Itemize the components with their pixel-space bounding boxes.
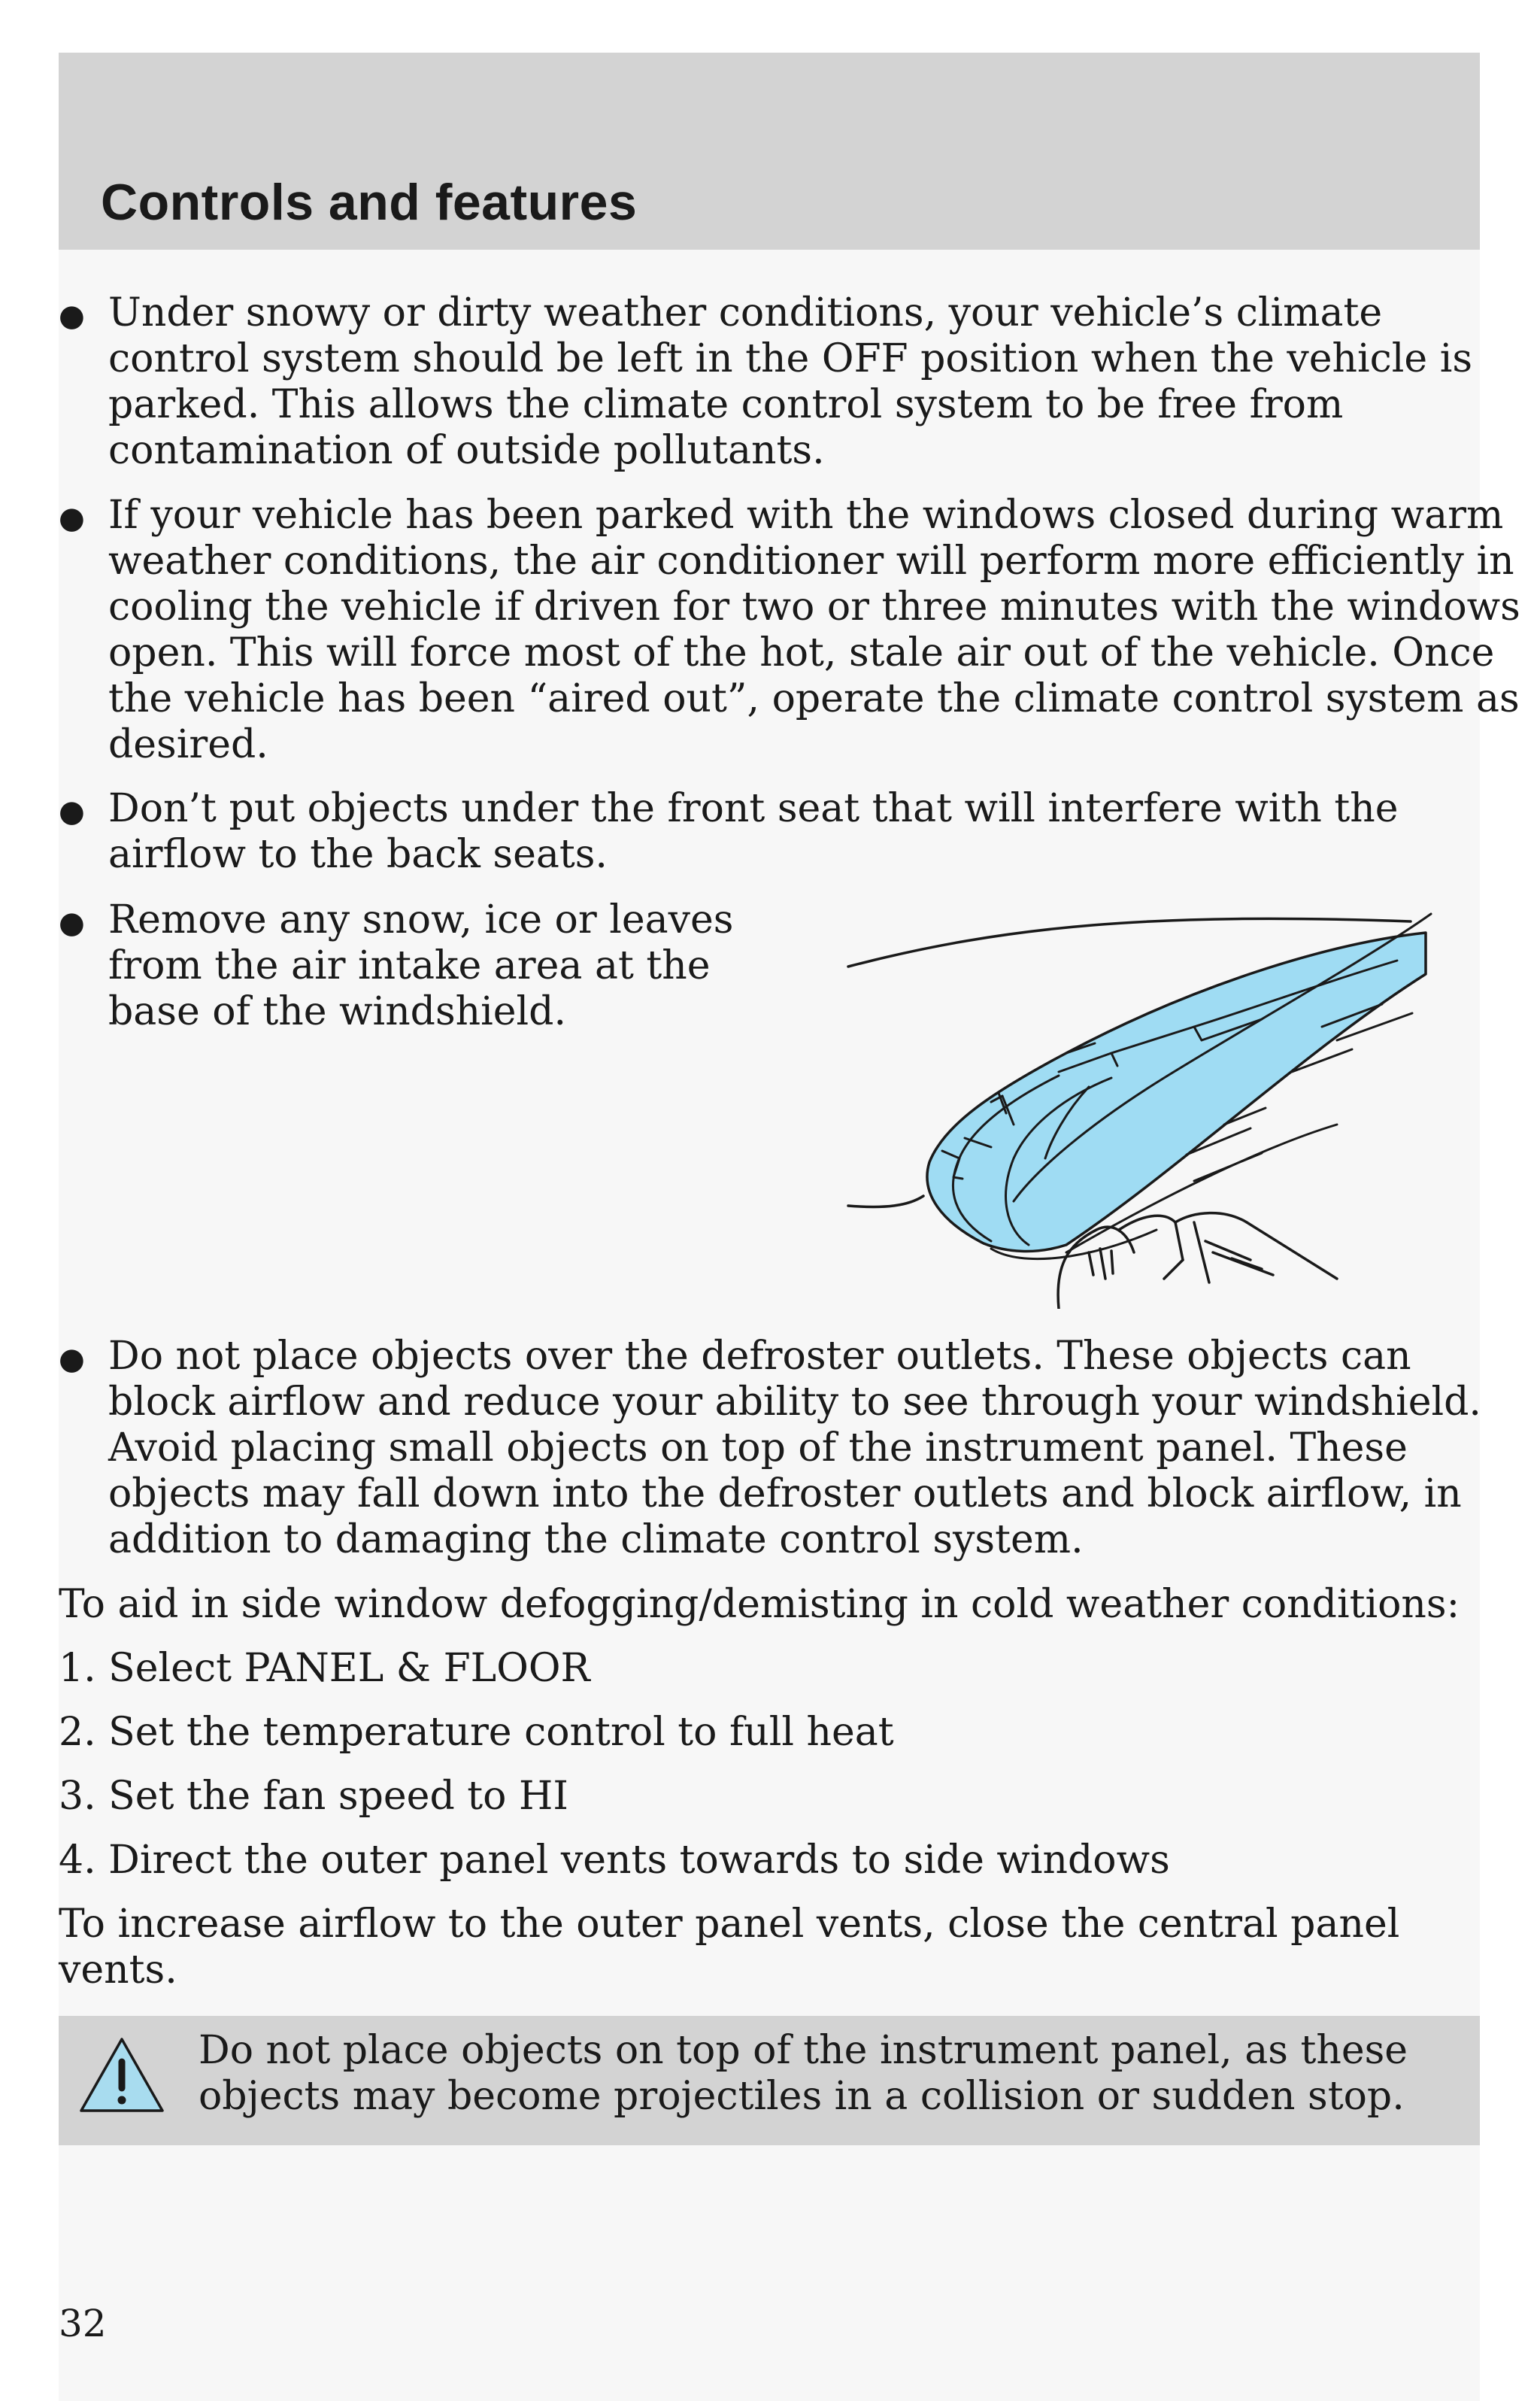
bullet-dot: ● — [59, 299, 85, 333]
bullet-item — [59, 1334, 1480, 1567]
bullet-item — [59, 897, 735, 1040]
bullet-dot: ● — [59, 794, 85, 829]
step-3: 3. Set the fan speed to HI — [59, 1774, 568, 1819]
bullet-text: Remove any snow, ice or leaves from the air intake area at the base of the windshield. — [108, 897, 734, 1034]
bullet-dot: ● — [59, 1342, 85, 1377]
step-4: 4. Direct the outer panel vents towards to side windows — [59, 1838, 1170, 1883]
step-2: 2. Set the temperature control to full heat — [59, 1710, 894, 1755]
bullet-item — [59, 786, 1480, 881]
bullet-text: Do not place objects over the defroster outlets. These objects can block airflow and reduce your ability to see through your windshield. Avoid placing small objects on top of the instrument panel. These objects may fall down into the defroster outlets and block airflow, in addition to damaging the climate control system. — [108, 1334, 1481, 1562]
section-title: Controls and features — [101, 174, 638, 231]
bullet-text: Under snowy or dirty weather conditions, your vehicle’s climate control system should be left in the OFF position when the vehicle is parked. This allows the climate control system to be free from contamination of outside pollutants. — [108, 290, 1473, 473]
warning-triangle-icon — [78, 2035, 165, 2114]
windshield-air-intake-illustration — [841, 899, 1435, 1309]
bullet-text: If your vehicle has been parked with the windows closed during warm weather conditions, the air conditioner will perform more efficiently in cooling the vehicle if driven for two or three minutes with the windows open. This will force most of the hot, stale air out of the vehicle. Once the vehicle has been “aired out”, operate the climate control system as desired. — [108, 493, 1520, 767]
outro-text: To increase airflow to the outer panel vents, close the central panel vents. — [59, 1902, 1400, 1993]
step-1: 1. Select PANEL & FLOOR — [59, 1646, 590, 1691]
bullet-dot: ● — [59, 501, 85, 536]
bullet-text: Don’t put objects under the front seat that will interfere with the airflow to the back seats. — [108, 786, 1399, 877]
warning-text: Do not place objects on top of the instrument panel, as these objects may become projectiles in a collision or sudden stop. — [199, 2028, 1408, 2119]
page-number: 32 — [59, 2302, 107, 2345]
bullet-dot: ● — [59, 906, 85, 940]
bullet-item — [59, 290, 1480, 478]
instructions-intro: To aid in side window defogging/demisting in cold weather conditions: — [59, 1582, 1460, 1627]
bullet-item — [59, 493, 1520, 773]
warning-box — [59, 2016, 1480, 2145]
section-header — [59, 53, 1480, 250]
